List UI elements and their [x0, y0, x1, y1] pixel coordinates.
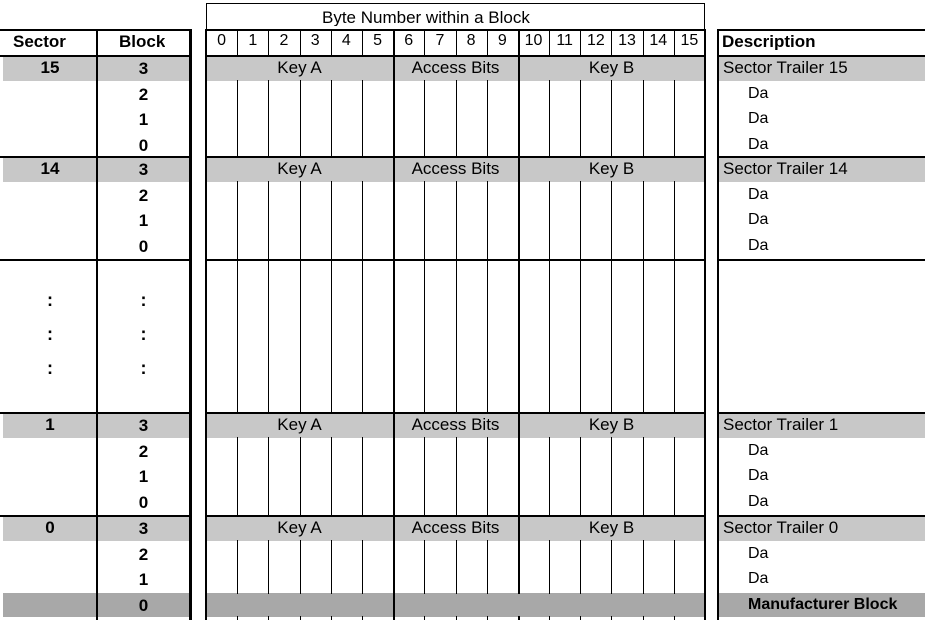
- block-number: 3: [138, 161, 149, 179]
- block-number: 0: [138, 136, 149, 155]
- sector-number: 0: [45, 519, 55, 537]
- data-block-description: Da: [748, 111, 769, 127]
- access-bits-label: Access Bits: [411, 416, 500, 434]
- byte-number-label: 9: [497, 33, 507, 49]
- key-b-label: Key B: [588, 519, 635, 537]
- header-top-line: [718, 29, 925, 31]
- sector-separator-line: [718, 412, 925, 414]
- sector-separator-line: [718, 515, 925, 517]
- sector-separator-line: [206, 259, 705, 261]
- sector-trailer-description: Sector Trailer 1: [723, 416, 839, 433]
- block-ellipsis: :: [140, 291, 147, 310]
- manufacturer-block-description: Manufacturer Block: [748, 596, 898, 613]
- block-number: 0: [138, 237, 149, 256]
- byte-number-title: Byte Number within a Block: [322, 9, 530, 26]
- data-block-description: Da: [748, 571, 769, 587]
- byte-number-label: 15: [680, 33, 699, 49]
- data-block-description: Da: [748, 186, 769, 203]
- byte-number-label: 7: [435, 33, 445, 49]
- sector-trailer-description: Sector Trailer 15: [723, 59, 848, 76]
- sector-ellipsis: :: [47, 325, 53, 344]
- merged-field-cover: [208, 594, 392, 617]
- byte-number-label: 13: [618, 33, 636, 49]
- data-block-description: Da: [748, 468, 769, 484]
- block-number: 2: [138, 85, 149, 104]
- byte-number-label: 10: [524, 33, 543, 49]
- block-number: 1: [138, 212, 149, 230]
- key-a-label: Key A: [277, 519, 322, 537]
- byte-number-label: 1: [248, 33, 258, 49]
- key-b-label: Key B: [588, 59, 635, 77]
- byte-number-label: 3: [310, 33, 320, 49]
- byte-number-label: 5: [373, 33, 382, 49]
- key-a-label: Key A: [277, 160, 322, 178]
- block-number: 2: [138, 545, 149, 564]
- data-block-description: Da: [748, 442, 769, 459]
- sector-number: 15: [40, 59, 60, 77]
- block-number: 2: [138, 186, 149, 205]
- description-left-border: [717, 29, 719, 620]
- description-column-header: Description: [722, 33, 816, 50]
- key-a-label: Key A: [277, 59, 322, 77]
- block-number: 3: [138, 417, 149, 435]
- sector-number: 14: [40, 160, 60, 178]
- block-number: 3: [138, 60, 149, 78]
- key-b-label: Key B: [588, 160, 635, 178]
- header-top-line: [0, 29, 190, 31]
- byte-number-label: 12: [586, 33, 605, 49]
- access-bits-label: Access Bits: [411, 519, 500, 537]
- block-number: 1: [138, 468, 149, 486]
- sector-separator-line: [718, 259, 925, 261]
- sector-number: 1: [45, 416, 55, 434]
- byte-number-label: 4: [341, 33, 351, 49]
- byte-number-label: 0: [217, 33, 227, 49]
- header-bottom-line: [718, 55, 925, 57]
- sector-separator-line: [0, 515, 190, 517]
- block-ellipsis: :: [140, 359, 147, 378]
- data-block-description: Da: [748, 136, 769, 153]
- block-number: 0: [138, 493, 149, 512]
- sector-separator-line: [0, 259, 190, 261]
- block-number: 2: [138, 442, 149, 461]
- sector-ellipsis: :: [47, 291, 53, 310]
- access-bits-label: Access Bits: [411, 59, 500, 77]
- byte-number-label: 8: [466, 33, 476, 49]
- byte-number-label: 2: [279, 33, 289, 49]
- data-block-description: Da: [748, 212, 769, 228]
- data-block-description: Da: [748, 493, 769, 510]
- access-bits-label: Access Bits: [411, 160, 500, 178]
- data-block-description: Da: [748, 545, 769, 562]
- merged-field-cover: [395, 594, 704, 617]
- block-ellipsis: :: [140, 325, 147, 344]
- data-block-description: Da: [748, 237, 769, 254]
- byte-number-label: 11: [556, 33, 573, 49]
- key-b-label: Key B: [588, 416, 635, 434]
- header-bottom-line: [0, 55, 190, 57]
- sector-trailer-description: Sector Trailer 14: [723, 160, 848, 177]
- sector-trailer-description: Sector Trailer 0: [723, 519, 839, 536]
- block-column-header: Block: [119, 33, 166, 50]
- title-frame: [206, 3, 705, 30]
- block-number: 0: [138, 596, 149, 615]
- header-top-line: [206, 29, 705, 31]
- sector-separator-line: [718, 156, 925, 158]
- block-number: 3: [138, 520, 149, 538]
- key-a-label: Key A: [277, 416, 322, 434]
- block-number: 1: [138, 571, 149, 589]
- data-block-description: Da: [748, 85, 769, 102]
- sector-column-header: Sector: [13, 33, 66, 50]
- byte-number-label: 14: [649, 33, 668, 49]
- sector-separator-line: [0, 412, 190, 414]
- byte-number-label: 6: [404, 33, 414, 49]
- block-number: 1: [138, 111, 149, 129]
- sector-ellipsis: :: [47, 359, 53, 378]
